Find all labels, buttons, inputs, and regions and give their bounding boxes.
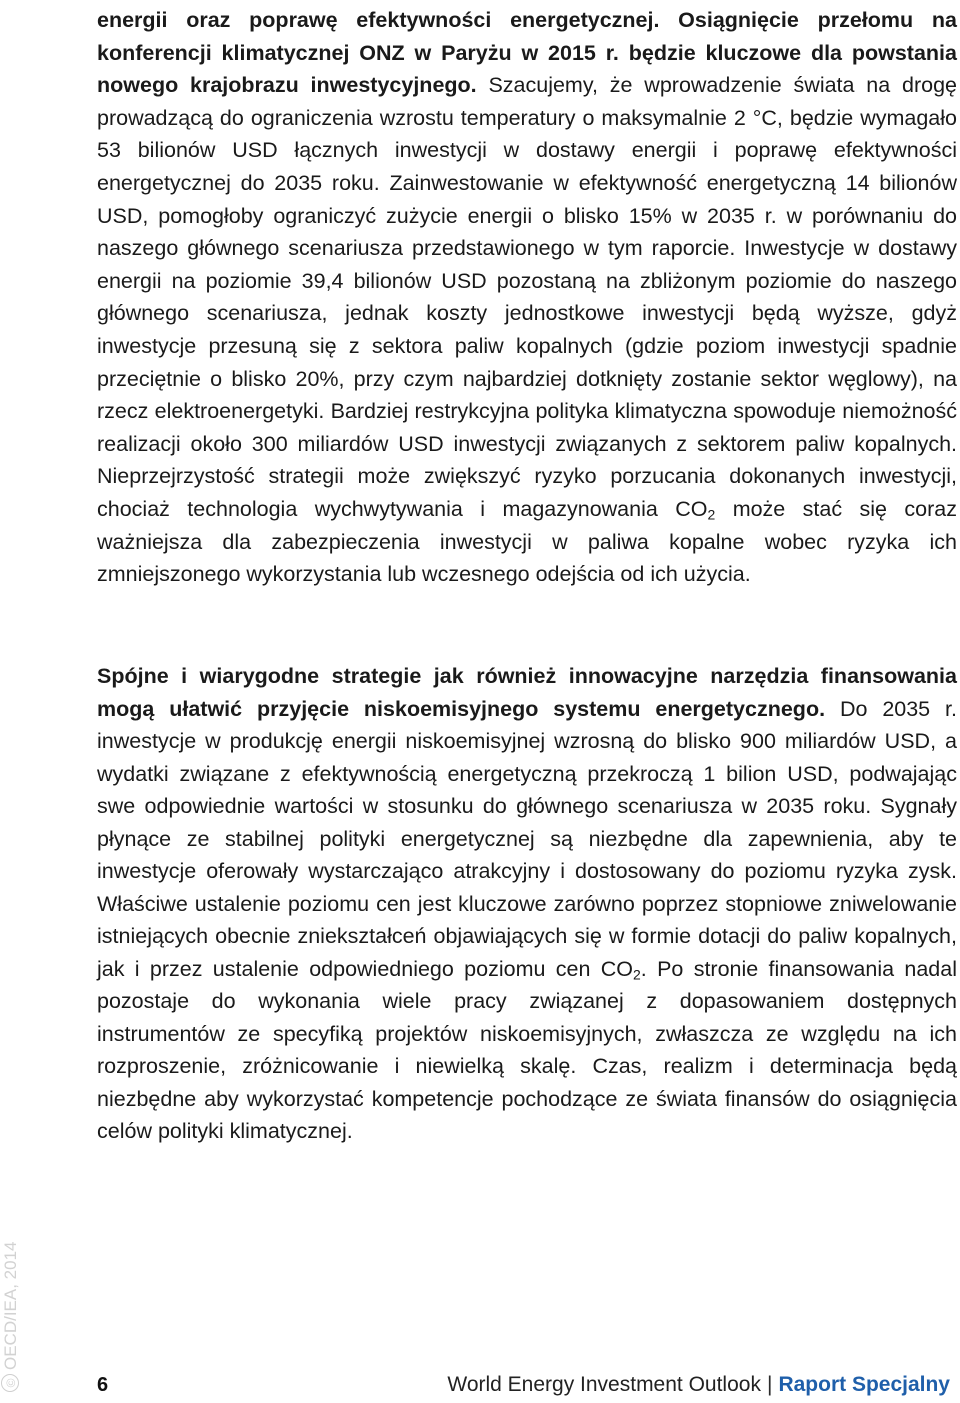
paragraph-1-text-a: Szacujemy, że wprowadzenie świata na drogę prowadzącą do ograniczenia wzrostu temperatury o maksymalnie 2 °C, będzie wymagało 53 bilionów USD łącznych inwestycji w dostawy energii i poprawę efektywności energetycznej do 2035 roku. bbox=[97, 73, 958, 195]
section-title: Raport Specjalny bbox=[778, 1373, 950, 1396]
publication-title: World Energy Investment Outlook bbox=[447, 1373, 761, 1396]
paragraph-1 bbox=[97, 4, 957, 591]
co2-subscript: 2 bbox=[633, 965, 641, 982]
co2-subscript: 2 bbox=[707, 506, 716, 523]
paragraph-1-text-b: Zainwestowanie w efektywność energetyczną 14 bilionów USD, pomogłoby ograniczyć zużycie energii o blisko 15% w 2035 r. w porównaniu do naszego głównego scenariusza przedstawionego w tym raporcie. Inwestycje w dostawy energii na poziomie 39,4 bilionów USD pozostaną na zbliżonym poziomie do naszego głównego scenariusza, jednak koszty jednostkowe inwestycji będą wyższe, gdyż inwestycje przesuną się z sektora paliw kopalnych (gdzie poziom inwestycji spadnie przeciętnie o blisko 20%, przy czym najbardziej dotknięty zostanie sektor węglowy), na rzecz elektroenergetyki. Bardziej restrykcyjna polityka klimatyczna spowoduje niemożność realizacji około 300 miliardów USD inwestycji związanych z sektorem paliw kopalnych. Nieprzejrzystość strategii może zwiększyć ryzyko porzucania dokonanych inwestycji, chociaż technologia wychwytywania i magazynowania CO bbox=[97, 170, 957, 521]
footer-separator: | bbox=[766, 1373, 773, 1396]
copyright-sidebar bbox=[0, 1192, 22, 1392]
copyright-text: OECD/IEA, 2014 bbox=[1, 1241, 20, 1370]
copyright-icon: © bbox=[1, 1374, 19, 1392]
footer bbox=[447, 1373, 950, 1397]
paragraph-1-bold-lead: energii oraz poprawę efektywności energetycznej. Osiągnięcie przełomu na konferencji klimatycznej ONZ w Paryżu w 2015 r. będzie kluczowe dla powstania nowego krajobrazu inwestycyjnego. bbox=[97, 8, 957, 98]
page-number: 6 bbox=[97, 1374, 109, 1396]
paragraph-2-text-b: . Po stronie finansowania nadal pozostaje do wykonania wiele pracy związanej z dopasowaniem dostępnych instrumentów ze specyfiką projektów niskoemisyjnych, zwłaszcza ze względu na ich rozproszenie, zróżnicowanie i niewielką skalę. Czas, realizm i determinacja będą niezbędne aby wykorzystać kompetencje pochodzące ze świata finansów do osiągnięcia celów polityki klimatycznej. bbox=[97, 956, 957, 1143]
paragraph-2-bold-lead: Spójne i wiarygodne strategie jak również innowacyjne narzędzia finansowania mogą ułatwić przyjęcie niskoemisyjnego systemu energetycznego. bbox=[97, 664, 957, 721]
paragraph-2-text-a: Do 2035 r. inwestycje w produkcję energii niskoemisyjnej wzrosną do blisko 900 miliardów USD, a wydatki związane z efektywnością energetyczną przekroczą 1 bilion USD, podwajając swe odpowiednie wartości w stosunku do głównego scenariusza w 2035 roku. Sygnały płynące ze stabilnej polityki energetycznej są niezbędne dla zapewnienia, aby te inwestycje oferowały wystarczająco atrakcyjny i dostosowany do poziomu ryzyka zysk. Właściwe ustalenie poziomu cen jest kluczowe zarówno poprzez stopniowe zniwelowanie istniejących obecnie zniekształceń objawiających się w formie dotacji do paliw kopalnych, jak i przez ustalenie odpowiedniego poziomu cen CO bbox=[97, 696, 957, 981]
paragraph-2 bbox=[97, 660, 957, 1148]
paragraph-1-text-c: może stać się coraz ważniejsza dla zabezpieczenia inwestycji w paliwa kopalne wobec ryzyka ich zmniejszonego wykorzystania lub wczesnego odejścia od ich użycia. bbox=[97, 496, 957, 587]
